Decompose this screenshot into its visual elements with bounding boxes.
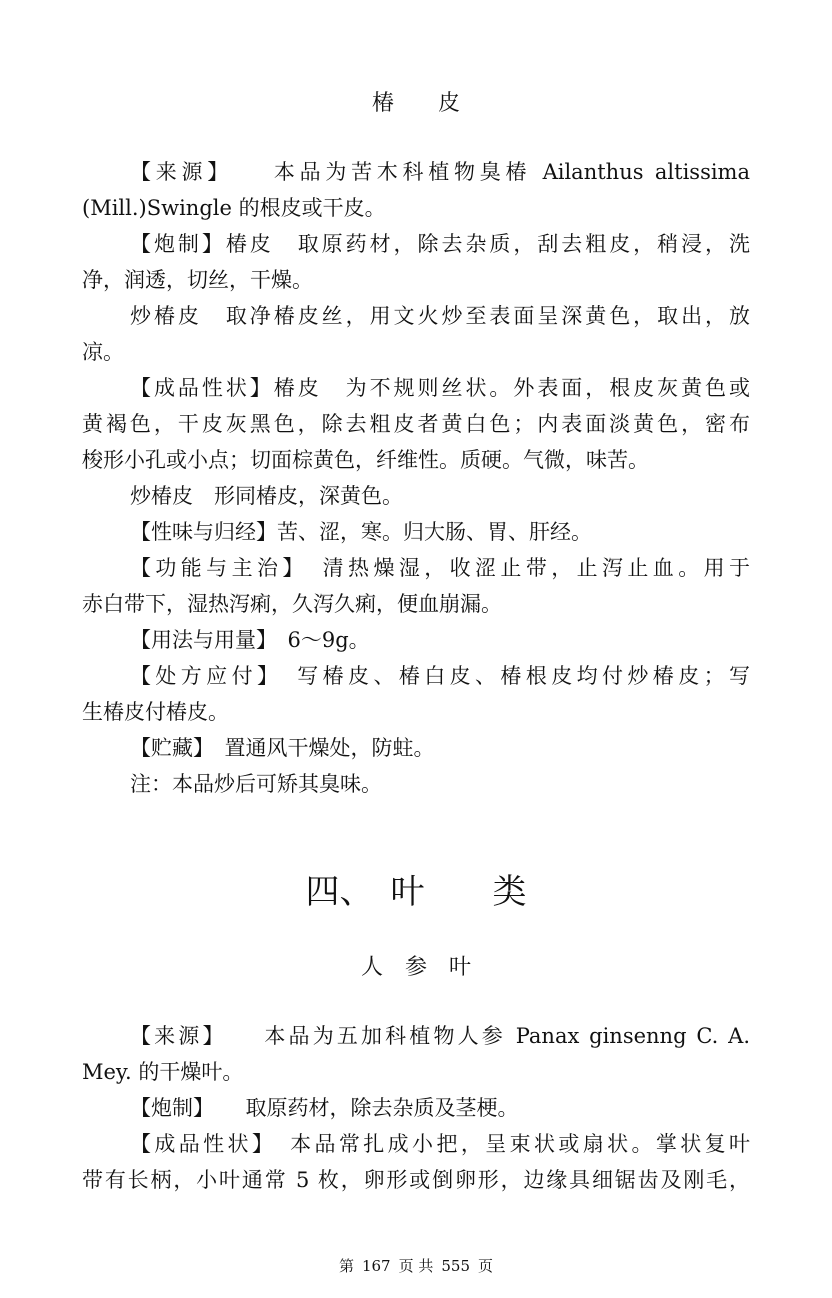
- page-number: 167: [361, 1257, 391, 1275]
- text-line: 【性味与归经】苦、涩，寒。归大肠、胃、肝经。: [130, 520, 592, 544]
- chapter-title: 四、 叶 类: [305, 872, 527, 912]
- page-footer: [0, 1255, 832, 1276]
- text-line: 净，润透，切丝，干燥。: [82, 268, 313, 292]
- footer-prefix: 第: [338, 1257, 354, 1275]
- page-total: 555: [441, 1257, 471, 1275]
- section-title-chunpi: 椿 皮: [371, 91, 460, 116]
- text-line: 炒椿皮 形同椿皮，深黄色。: [130, 484, 403, 508]
- footer-middle: 页 共: [398, 1257, 434, 1275]
- text-line: 梭形小孔或小点；切面棕黄色，纤维性。质硬。气微，味苦。: [82, 448, 649, 472]
- text-line: (Mill.)Swingle 的根皮或干皮。: [82, 196, 386, 220]
- text-line: 【功能与主治】 清热燥湿，收涩止带，止泻止血。用于: [130, 556, 750, 580]
- text-line: 【处方应付】 写椿皮、椿白皮、椿根皮均付炒椿皮；写: [130, 664, 750, 688]
- text-line: 注：本品炒后可矫其臭味。: [130, 772, 382, 796]
- footer-suffix: 页: [478, 1257, 494, 1275]
- text-line: 【贮藏】 置通风干燥处，防蛀。: [130, 736, 435, 760]
- text-line: 【炮制】椿皮 取原药材，除去杂质，刮去粗皮，稍浸，洗: [130, 232, 750, 256]
- text-line: 黄褐色，干皮灰黑色，除去粗皮者黄白色；内表面淡黄色，密布: [82, 412, 750, 436]
- text-line: 炒椿皮 取净椿皮丝，用文火炒至表面呈深黄色，取出，放: [130, 304, 750, 328]
- text-line: 【来源】 本品为五加科植物人参 Panax ginsenng C. A.: [130, 1024, 750, 1048]
- section-title-renshenye: 人 参 叶: [360, 955, 471, 980]
- text-line: 凉。: [82, 340, 124, 364]
- text-line: Mey. 的干燥叶。: [82, 1060, 244, 1084]
- text-line: 【成品性状】椿皮 为不规则丝状。外表面，根皮灰黄色或: [130, 376, 750, 400]
- text-line: 带有长柄，小叶通常 5 枚，卵形或倒卵形，边缘具细锯齿及刚毛，: [82, 1168, 750, 1192]
- text-line: 【来源】 本品为苦木科植物臭椿 Ailanthus altissima: [130, 160, 750, 184]
- text-line: 【成品性状】 本品常扎成小把，呈束状或扇状。掌状复叶: [130, 1132, 750, 1156]
- text-line: 【炮制】 取原药材，除去杂质及茎梗。: [130, 1096, 519, 1120]
- text-line: 【用法与用量】 6～9g。: [130, 628, 370, 652]
- text-line: 生椿皮付椿皮。: [82, 700, 229, 724]
- text-line: 赤白带下，湿热泻痢，久泻久痢，便血崩漏。: [82, 592, 502, 616]
